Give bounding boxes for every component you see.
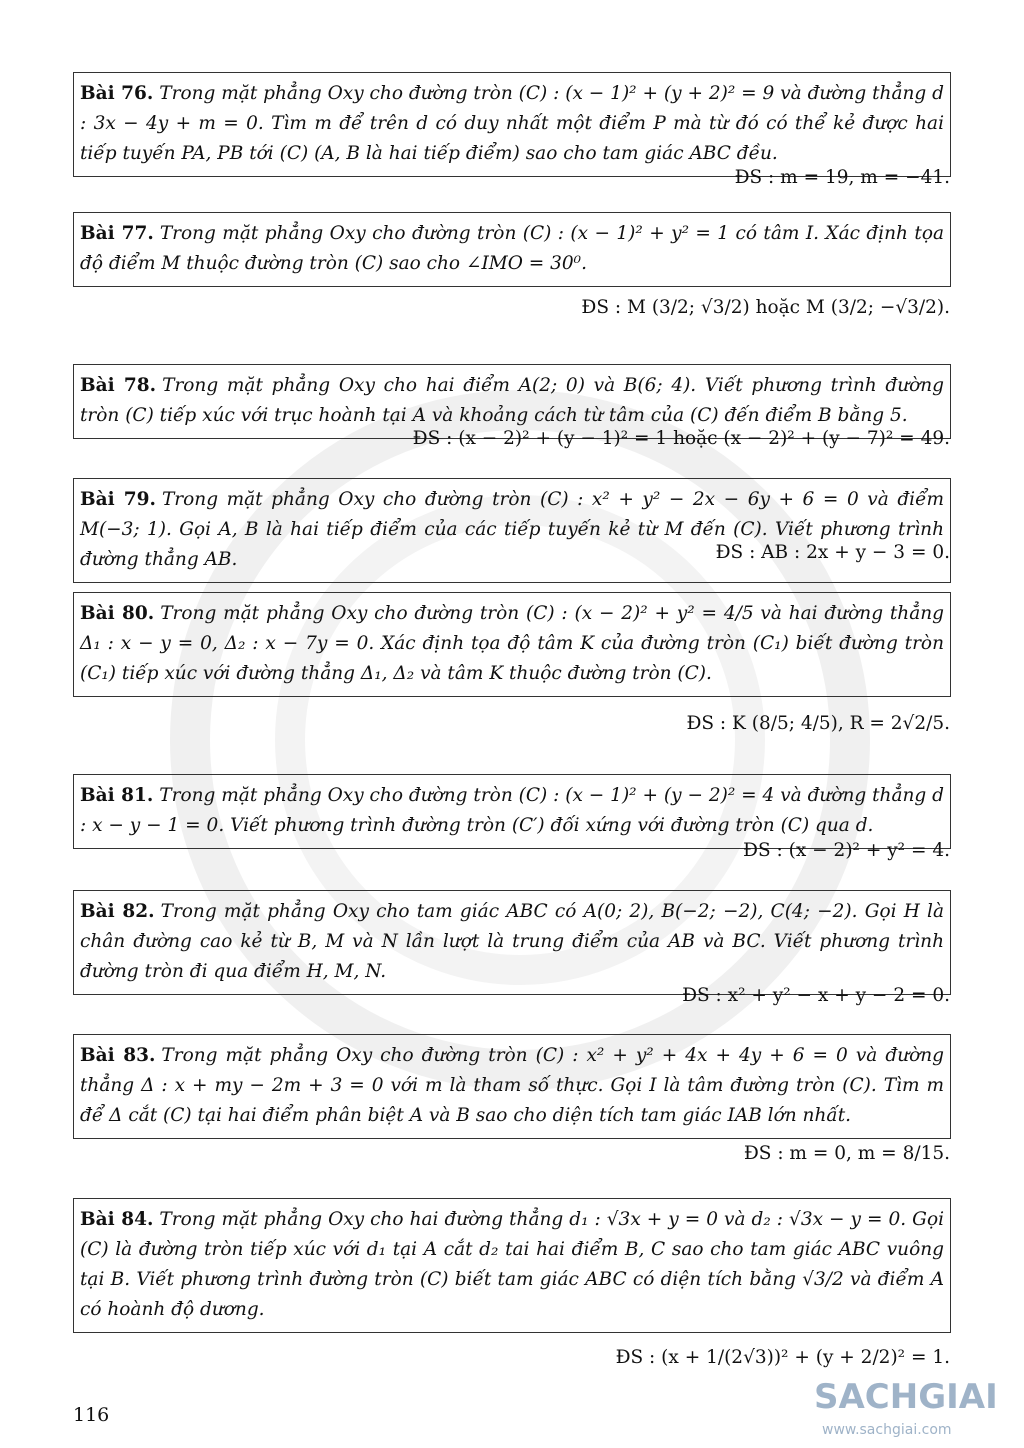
problem-label: Bài 77.: [80, 223, 154, 244]
problem-box-83: [73, 1034, 951, 1139]
problem-text: Trong mặt phẳng Oxy cho đường tròn (C) : (x − 2)² + y² = 4/5 và hai đường thẳng Δ₁ : x − y = 0, Δ₂ : x − 7y = 0. Xác định tọa độ tâm K của đường tròn (C₁) biết đường tròn (C₁) tiếp xúc với đường thẳng Δ₁, Δ₂ và tâm K thuộc đường tròn (C).: [80, 603, 944, 684]
answer-79: ĐS : AB : 2x + y − 3 = 0.: [715, 542, 950, 563]
problem-box-84: [73, 1198, 951, 1333]
problem-box-81: [73, 774, 951, 849]
answer-80: ĐS : K (8/5; 4/5), R = 2√2/5.: [686, 713, 950, 734]
answer-81: ĐS : (x − 2)² + y² = 4.: [743, 840, 950, 861]
problem-box-79: [73, 478, 951, 583]
problem-label: Bài 82.: [80, 901, 155, 922]
answer-76: ĐS : m = 19, m = −41.: [734, 167, 950, 188]
problem-label: Bài 78.: [80, 375, 157, 396]
logo-brand-text: SACHGIAI: [814, 1377, 998, 1417]
problem-text: Trong mặt phẳng Oxy cho đường tròn (C) : x² + y² + 4x + 4y + 6 = 0 và đường thẳng Δ : x + my − 2m + 3 = 0 với m là tham số thực. Gọi I là tâm đường tròn (C). Tìm m để Δ cắt (C) tại hai điểm phân biệt A và B sao cho diện tích tam giác IAB lớn nhất.: [80, 1045, 945, 1126]
answer-82: ĐS : x² + y² − x + y − 2 = 0.: [682, 985, 950, 1006]
logo-url-text: www.sachgiai.com: [822, 1422, 952, 1438]
problem-label: Bài 76.: [80, 83, 154, 104]
problem-text: Trong mặt phẳng Oxy cho hai đường thẳng d₁ : √3x + y = 0 và d₂ : √3x − y = 0. Gọi (C) là đường tròn tiếp xúc với d₁ tại A cắt d₂ tai hai điểm B, C sao cho tam giác ABC vuông tại B. Viết phương trình đường tròn (C) biết tam giác ABC có diện tích bằng √3/2 và điểm A có hoành độ dương.: [80, 1209, 945, 1320]
sachgiai-logo: [808, 1362, 1018, 1442]
problem-label: Bài 80.: [80, 603, 155, 624]
problem-text: Trong mặt phẳng Oxy cho hai điểm A(2; 0) và B(6; 4). Viết phương trình đường tròn (C) tiếp xúc với trục hoành tại A và khoảng cách từ tâm của (C) đến điểm B bằng 5.: [80, 375, 945, 426]
answer-83: ĐS : m = 0, m = 8/15.: [743, 1143, 950, 1164]
problem-box-77: [73, 212, 951, 287]
problem-label: Bài 83.: [80, 1045, 156, 1066]
problem-text: Trong mặt phẳng Oxy cho tam giác ABC có A(0; 2), B(−2; −2), C(4; −2). Gọi H là chân đường cao kẻ từ B, M và N lần lượt là trung điểm của AB và BC. Viết phương trình đường tròn đi qua điểm H, M, N.: [80, 901, 945, 982]
problem-text: Trong mặt phẳng Oxy cho đường tròn (C) : x² + y² − 2x − 6y + 6 = 0 và điểm M(−3; 1). Gọi A, B là hai tiếp điểm của các tiếp tuyến kẻ từ M đến (C). Viết phương trình đường thẳng AB.: [80, 489, 945, 570]
answer-84: ĐS : (x + 1/(2√3))² + (y + 2/2)² = 1.: [615, 1347, 950, 1368]
answer-78: ĐS : (x − 2)² + (y − 1)² = 1 hoặc (x − 2)² + (y − 7)² = 49.: [412, 428, 950, 449]
problem-text: Trong mặt phẳng Oxy cho đường tròn (C) : (x − 1)² + (y − 2)² = 4 và đường thẳng d : x − y − 1 = 0. Viết phương trình đường tròn (C′) đối xứng với đường tròn (C) qua d.: [80, 785, 944, 836]
problem-label: Bài 84.: [80, 1209, 154, 1230]
answer-77: ĐS : M (3/2; √3/2) hoặc M (3/2; −√3/2).: [581, 297, 950, 318]
problem-text: Trong mặt phẳng Oxy cho đường tròn (C) : (x − 1)² + y² = 1 có tâm I. Xác định tọa độ điểm M thuộc đường tròn (C) sao cho ∠IMO = 30⁰.: [80, 223, 944, 274]
problem-label: Bài 81.: [80, 785, 154, 806]
page-number: 116: [73, 1404, 110, 1426]
problem-box-80: [73, 592, 951, 697]
problem-box-76: [73, 72, 951, 177]
problem-text: Trong mặt phẳng Oxy cho đường tròn (C) : (x − 1)² + (y + 2)² = 9 và đường thẳng d : 3x − 4y + m = 0. Tìm m để trên d có duy nhất một điểm P mà từ đó có thể kẻ được hai tiếp tuyến PA, PB tới (C) (A, B là hai tiếp điểm) sao cho tam giác ABC đều.: [80, 83, 944, 164]
problem-box-82: [73, 890, 951, 995]
problem-label: Bài 79.: [80, 489, 156, 510]
